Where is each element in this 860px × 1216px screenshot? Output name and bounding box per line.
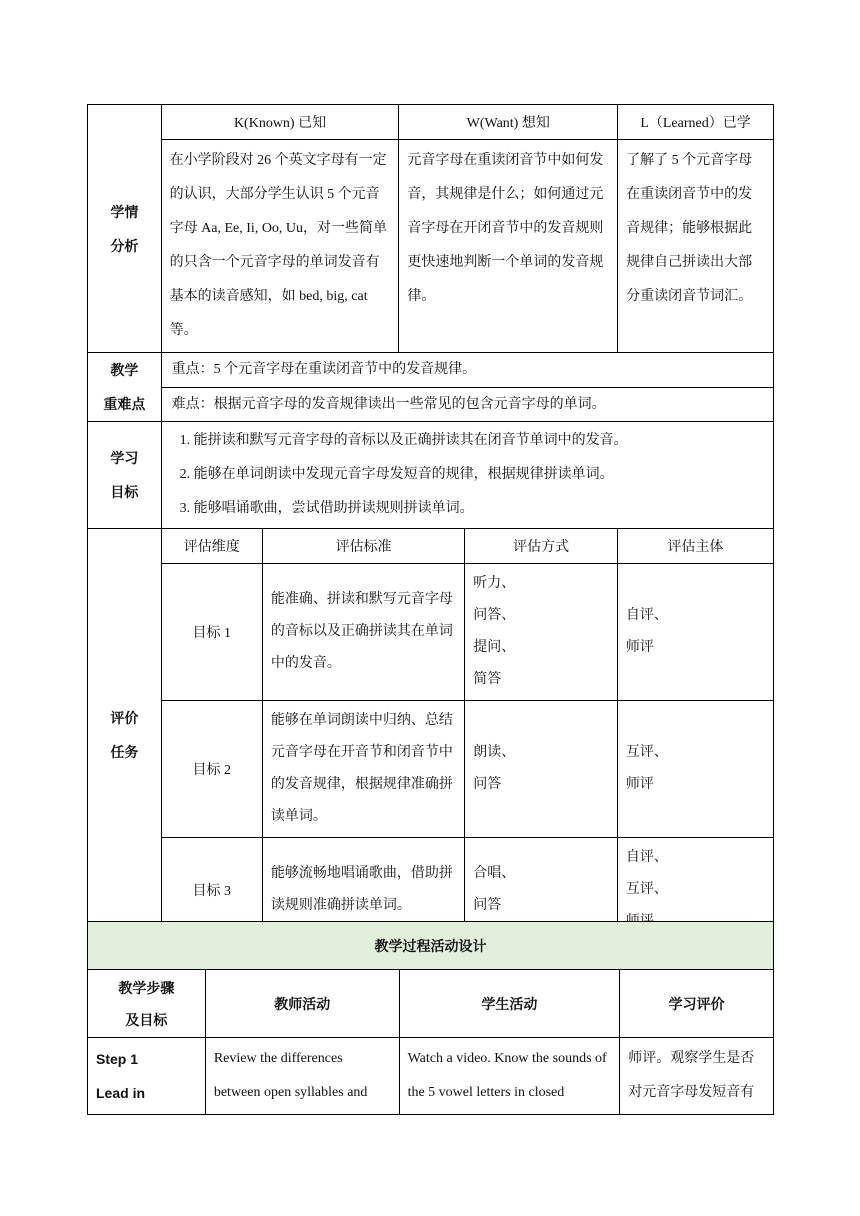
situation-label [88, 105, 162, 353]
objective-item: 2. 能够在单词朗读中发现元音字母发短音的规律，根据规律拼读单词。 [179, 467, 614, 482]
eval-subject-item: 互评、 [625, 881, 668, 897]
key-points-label-line2: 重难点 [103, 396, 146, 412]
eval-subject-item: 互评、 [625, 744, 668, 760]
student-activity: Watch a video. Know the sounds of the 5 vowel letters in closed [399, 1038, 620, 1115]
eval-method-item: 问答 [473, 776, 502, 792]
eval-standard: 能够在单词朗读中归纳、总结元音字母在开音节和闭音节中的发音规律，根据规律准确拼读单词。 [262, 700, 464, 837]
process-table [87, 921, 774, 1115]
objectives-label-line1: 学习 [110, 450, 139, 466]
eval-standard: 能够流畅地唱诵歌曲，借助拼读规则准确拼读单词。 [262, 837, 464, 942]
eval-header-subject: 评估主体 [617, 529, 773, 563]
objectives-label [88, 422, 162, 529]
eval-method-item: 简答 [473, 671, 502, 687]
eval-subject-item: 师评 [625, 639, 654, 655]
learned-header: L（Learned）已学 [618, 105, 774, 140]
learning-assessment: 师评。观察学生是否对元音字母发短音有 [620, 1038, 774, 1115]
process-header-assessment: 学习评价 [620, 970, 774, 1038]
eval-dimension: 目标 1 [162, 563, 263, 700]
evaluation-table [162, 529, 773, 942]
eval-methods [465, 700, 618, 837]
evaluation-label-line2: 任务 [110, 744, 139, 761]
key-points-label [88, 353, 162, 422]
eval-header-standard: 评估标准 [262, 529, 464, 563]
eval-subject-item: 自评、 [625, 849, 668, 865]
want-header: W(Want) 想知 [399, 105, 618, 140]
learned-text: 了解了 5 个元音字母在重读闭音节中的发音规律；能够根据此规律自己拼读出大部分重读闭音节词汇。 [618, 140, 774, 353]
step-name [88, 1038, 206, 1115]
eval-subject-item: 师评 [625, 776, 654, 792]
eval-header-dimension: 评估维度 [162, 529, 263, 563]
teacher-activity: Review the differences between open syllables and [205, 1038, 399, 1115]
situation-label-line1: 学情 [110, 203, 139, 220]
objectives-label-line2: 目标 [110, 484, 139, 500]
objectives-list [161, 422, 773, 529]
step-number: Step 1 [96, 1051, 139, 1067]
eval-dimension: 目标 2 [162, 700, 263, 837]
eval-standard: 能准确、拼读和默写元音字母的音标以及正确拼读其在单词中的发音。 [262, 563, 464, 700]
objective-item: 3. 能够唱诵歌曲，尝试借助拼读规则拼读单词。 [179, 501, 474, 516]
lesson-plan-table [87, 104, 774, 943]
eval-method-item: 听力、 [473, 575, 516, 591]
eval-subject-item: 自评、 [625, 607, 668, 623]
eval-subjects [617, 563, 773, 700]
difficulty-text: 难点：根据元音字母的发音规律读出一些常见的包含元音字母的单词。 [161, 387, 773, 422]
eval-method-item: 合唱、 [473, 865, 516, 881]
process-header-step [88, 970, 206, 1038]
evaluation-label [88, 529, 162, 943]
evaluation-table-cell [161, 529, 773, 943]
table-row [162, 563, 773, 700]
process-header-step-line2: 及目标 [125, 1011, 168, 1028]
focus-text: 重点：5 个元音字母在重读闭音节中的发音规律。 [161, 353, 773, 388]
eval-subjects [617, 700, 773, 837]
process-header-teacher: 教师活动 [205, 970, 399, 1038]
eval-method-item: 朗读、 [473, 744, 516, 760]
eval-dimension: 目标 3 [162, 837, 263, 942]
step-title: Lead in [96, 1085, 146, 1101]
key-points-label-line1: 教学 [110, 362, 139, 378]
known-text: 在小学阶段对 26 个英文字母有一定的认识，大部分学生认识 5 个元音字母 Aa, Ee, Ii, Oo, Uu，对一些简单的只含一个元音字母的单词发音有基本的读音感知，如 bed, big, cat 等。 [161, 140, 399, 353]
evaluation-label-line1: 评价 [110, 710, 139, 727]
want-text: 元音字母在重读闭音节中如何发音，其规律是什么；如何通过元音字母在开闭音节中的发音规则更快速地判断一个单词的发音规律。 [399, 140, 618, 353]
table-row [162, 700, 773, 837]
objective-item: 1. 能拼读和默写元音字母的音标以及正确拼读其在闭音节单词中的发音。 [179, 433, 628, 448]
process-header-step-line1: 教学步骤 [118, 979, 175, 996]
eval-method-item: 问答、 [473, 607, 516, 623]
eval-methods [465, 563, 618, 700]
eval-header-method: 评估方式 [465, 529, 618, 563]
table-row [88, 1038, 774, 1115]
eval-method-item: 问答 [473, 897, 502, 913]
eval-method-item: 提问、 [473, 639, 516, 655]
situation-label-line2: 分析 [110, 237, 139, 254]
process-header-student: 学生活动 [399, 970, 620, 1038]
process-title: 教学过程活动设计 [88, 922, 774, 970]
known-header: K(Known) 已知 [161, 105, 399, 140]
